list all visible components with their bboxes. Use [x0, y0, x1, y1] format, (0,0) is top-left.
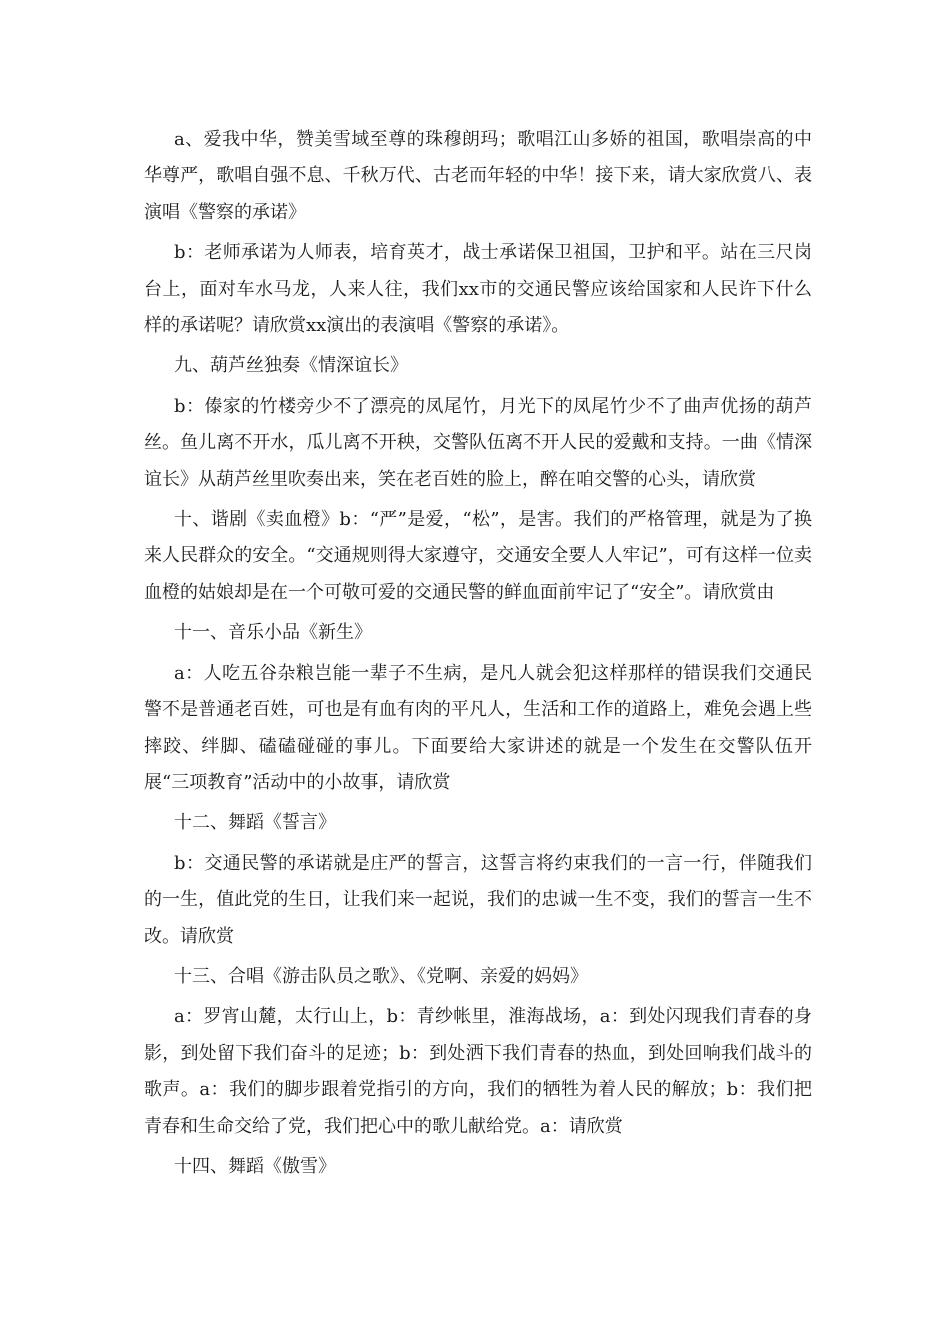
program-heading-12: 十二、舞蹈《誓言》: [174, 812, 336, 834]
program-heading-13: 十三、合唱《游击队员之歌》、《党啊、亲爱的妈妈》: [174, 965, 588, 987]
paragraph-b-oath: b：交通民警的承诺就是庄严的誓言，这誓言将约束我们的一言一行，伴随我们的一生，值此党的生日，让我们来一起说，我们的忠诚一生不变，我们的誓言一生不改。请欣赏: [144, 852, 812, 947]
paragraph-a-intro: a、爱我中华，赞美雪域至尊的珠穆朗玛；歌唱江山多娇的祖国，歌唱崇高的中华尊严，歌唱自强不息、千秋万代、古老而年轻的中华！接下来，请大家欣赏八、表演唱《警察的承诺》: [144, 129, 812, 223]
program-heading-10: 十、谐剧《卖血橙》b：“严”是爱，“松”，是害。我们的严格管理，就是为了换来人民群众的安全。“交通规则得大家遵守，交通安全要人人牢记”，可有这样一位卖血橙的姑娘却是在一个可敬可爱的交通民警的鲜血面前牢记了“安全”。请欣赏由: [144, 509, 812, 603]
paragraph-a-newlife: a：人吃五谷杂粮岂能一辈子不生病，是凡人就会犯这样那样的错误我们交通民警不是普通老百姓，可也是有血有肉的平凡人，生活和工作的道路上，难免会遇上些摔跤、绊脚、磕磕碰碰的事儿。下面要给大家讲述的就是一个发生在交警队伍开展“三项教育”活动中的小故事，请欣赏: [144, 662, 812, 793]
paragraph-b-promise: b：老师承诺为人师表，培育英才，战士承诺保卫祖国，卫护和平。站在三尺岗台上，面对车水马龙，人来人往，我们xx市的交通民警应该给国家和人民许下什么样的承诺呢？请欣赏xx演出的表演唱《警察的承诺》。: [144, 242, 812, 337]
document-body: [144, 122, 812, 1189]
program-heading-9: 九、葫芦丝独奏《情深谊长》: [174, 355, 408, 377]
paragraph-ab-chorus: a：罗宵山麓，太行山上，b：青纱帐里，淮海战场，a：到处闪现我们青春的身影，到处留下我们奋斗的足迹；b：到处洒下我们青春的热血，到处回响我们战斗的歌声。a：我们的脚步跟着党指引的方向，我们的牺牲为着人民的解放；b：我们把青春和生命交给了党，我们把心中的歌儿献给党。a：请欣赏: [144, 1006, 812, 1137]
program-heading-11: 十一、音乐小品《新生》: [174, 622, 372, 644]
program-heading-14: 十四、舞蹈《傲雪》: [174, 1155, 336, 1177]
paragraph-b-hulusi: b：傣家的竹楼旁少不了漂亮的凤尾竹，月光下的凤尾竹少不了曲声优扬的葫芦丝。鱼儿离不开水，瓜儿离不开秧，交警队伍离不开人民的爱戴和支持。一曲《情深谊长》从葫芦丝里吹奏出来，笑在老百姓的脸上，醉在咱交警的心头，请欣赏: [144, 395, 812, 490]
